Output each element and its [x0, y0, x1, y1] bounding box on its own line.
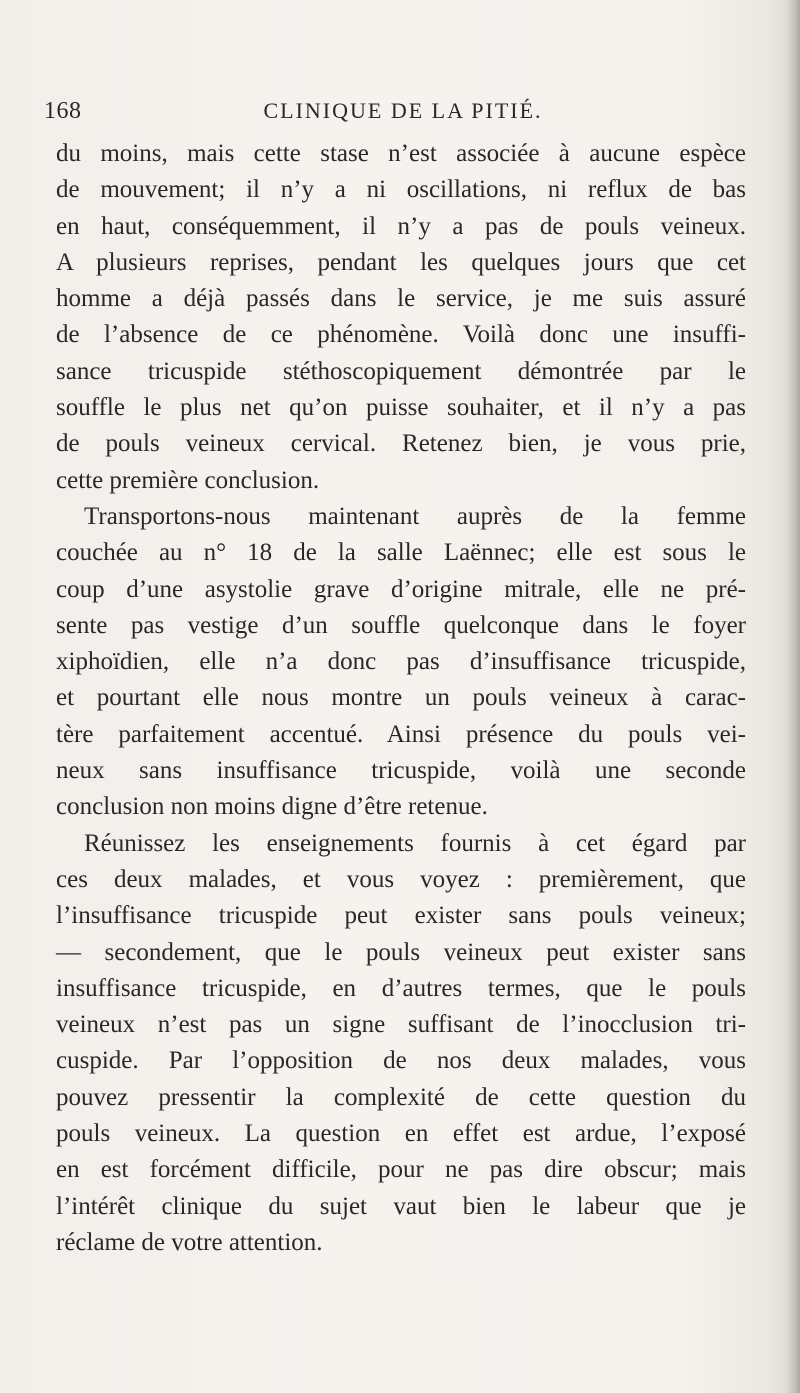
text-line: pouls veineux. La question en effet est ardue, l’exposé	[56, 1120, 746, 1148]
text-line: sente pas vestige d’un souffle quelconque dans le foyer	[56, 611, 746, 639]
text-line: en est forcément difficile, pour ne pas dire obscur; mais	[56, 1156, 746, 1184]
text-line: insuffisance tricuspide, en d’autres termes, que le pouls	[56, 974, 746, 1002]
text-line: du moins, mais cette stase n’est associée à aucune espèce	[56, 140, 746, 167]
text-line: — secondement, que le pouls veineux peut exister sans	[56, 938, 746, 966]
text-line: ces deux malades, et vous voyez : premièrement, que	[56, 865, 746, 893]
body-text	[56, 136, 746, 1261]
page-number: 168	[44, 98, 82, 124]
text-line: homme a déjà passés dans le service, je me suis assuré	[56, 285, 746, 313]
text-line: en haut, conséquemment, il n’y a pas de pouls veineux.	[56, 212, 746, 240]
text-line: couchée au n° 18 de la salle Laënnec; elle est sous le	[56, 539, 746, 567]
paragraph-start-line: Réunissez les enseignements fournis à cet égard par	[84, 829, 746, 857]
text-line: de mouvement; il n’y a ni oscillations, ni reflux de bas	[56, 176, 746, 204]
text-line: et pourtant elle nous montre un pouls veineux à carac-	[56, 684, 746, 712]
running-title: CLINIQUE DE LA PITIÉ.	[263, 98, 543, 123]
paragraph-end-line: cette première conclusion.	[56, 466, 320, 494]
text-line: neux sans insuffisance tricuspide, voilà une seconde	[56, 757, 746, 785]
text-line: cuspide. Par l’opposition de nos deux malades, vous	[56, 1047, 746, 1075]
text-line: pouvez pressentir la complexité de cette question du	[56, 1083, 746, 1111]
paragraph-end-line: conclusion non moins digne d’être retenue.	[56, 793, 488, 821]
page-header	[44, 98, 762, 132]
text-line: souffle le plus net qu’on puisse souhaiter, et il n’y a pas	[56, 394, 746, 422]
text-line: A plusieurs reprises, pendant les quelques jours que cet	[56, 248, 746, 276]
page-edge-shadow	[786, 0, 800, 1393]
text-line: xiphoïdien, elle n’a donc pas d’insuffisance tricuspide,	[56, 648, 746, 676]
text-line: veineux n’est pas un signe suffisant de l’inocclusion tri-	[56, 1011, 746, 1039]
text-line: tère parfaitement accentué. Ainsi présence du pouls vei-	[56, 720, 746, 748]
paragraph-start-line: Transportons-nous maintenant auprès de la femme	[84, 502, 746, 530]
text-line: de pouls veineux cervical. Retenez bien, je vous prie,	[56, 430, 746, 458]
paragraph-end-line: réclame de votre attention.	[56, 1228, 323, 1256]
text-line: sance tricuspide stéthoscopiquement démontrée par le	[56, 357, 746, 385]
text-line: l’intérêt clinique du sujet vaut bien le labeur que je	[56, 1192, 746, 1220]
text-line: l’insuffisance tricuspide peut exister sans pouls veineux;	[56, 902, 746, 930]
text-line: de l’absence de ce phénomène. Voilà donc une insuffi-	[56, 321, 746, 349]
text-line: coup d’une asystolie grave d’origine mitrale, elle ne pré-	[56, 575, 746, 603]
